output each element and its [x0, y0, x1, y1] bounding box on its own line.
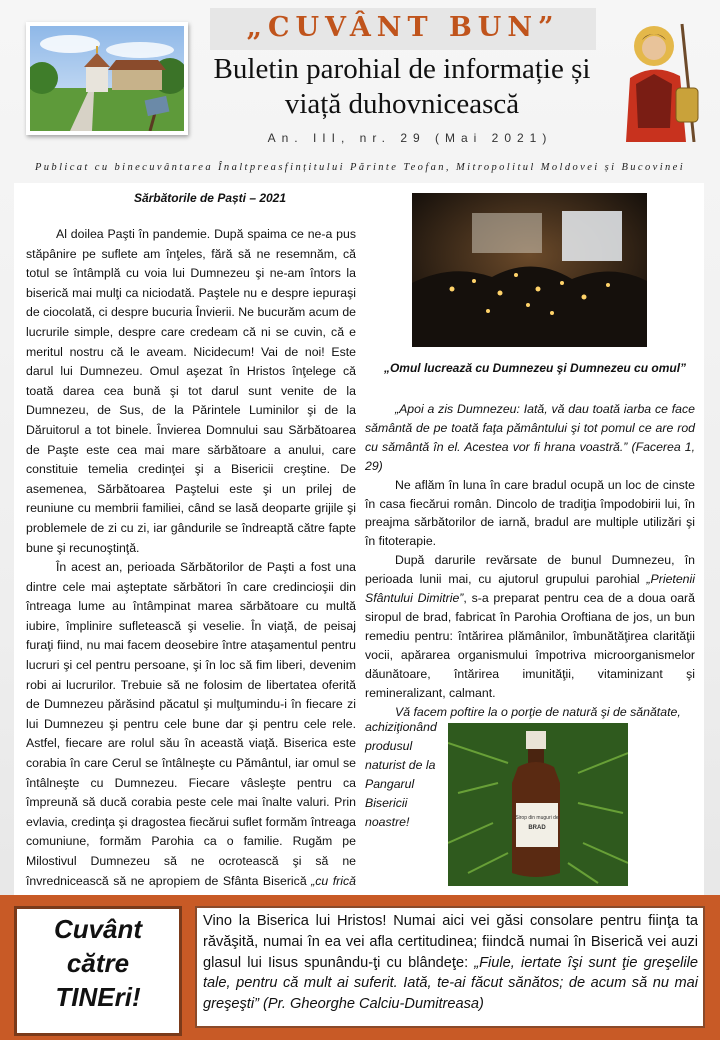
right-paragraph-2-b: , s-a preparat pentru cea de a doua oară siropul de brad, fabricat în Parohia Oroftiana de jos, un bun remediu pentru: întărirea plămânilor, îmbunătăţirea clarităţii vocii, apărarea organismului împotriva microorganismelor dăunătoare, întărirea imunităţii, vitaminizant şi remineralizant, calmant.	[365, 591, 695, 700]
youth-message-text: Vino la Biserica lui Hristos! Numai aici vei găsi consolare pentru fiinţa ta răvăşită, numai în ea vei afla certitudinea; fiindcă numai în Biserică vei auzi glasul lui Iisus spunându-ţi cu blândeţe:	[203, 913, 698, 971]
youth-message	[203, 911, 698, 1015]
parish-group-name: „Prietenii Sfântului Dimitrie”	[365, 572, 695, 606]
masthead-title: „CUVÂNT BUN”	[246, 12, 560, 43]
article-paragraph-1: Al doilea Paşti în pandemie. După spaima ce ne-a pus stăpânire pe suflete am înţeles, fără să ne resemnăm, că totul se întâmplă cu voia lui Dumnezeu şi ne-am întors la biserică mai mulţi ca niciodată. Paştele nu e despre iepuraşi de ciocolată, ci despre bucuria Învierii. Ne bucurăm acum de lucrurile simple, despre care credeam că ni se cuvin, că e meritul nostru că le aveam. Nicidecum! Vai de noi! Este darul lui Dumnezeu. Omul aşezat în Hristos înţelege că toată darea cea bună şi tot darul sunt venite de la Dumnezeu, de Sus, de la Părintele Luminilor şi de la Dăruitorul a tot binele. Învierea Domnului sau Sărbătoarea de Paşte este cea mai mare sărbătoare a anului, care constituie temelia credinţei şi a Bisericii creştine. De asemenea, Sărbătoarea Paştelui este şi un prilej de reuniune cu membrii familiei, când se lasă deoparte grijile şi problemele de zi cu zi, iar gândurile se îndreaptă către fapte bune şi recunoştinţă.	[26, 227, 356, 555]
syrup-bottle-photo	[448, 723, 628, 886]
right-article	[365, 400, 695, 721]
right-paragraph-1: Ne aflăm în luna în care bradul ocupă un loc de cinste în casa fiecărui român. Dincolo de tradiţia împodobirii lui, în preajma sărbătorilor de iarnă, bradul are multiple utilizări şi în fitoterapie.	[365, 477, 695, 549]
photo-caption: „Omul lucrează cu Dumnezeu şi Dumnezeu cu omul”	[383, 361, 687, 375]
svg-text:BRAD: BRAD	[528, 825, 546, 831]
article-paragraph-2	[26, 558, 356, 911]
youth-heading-line-3: TINEri!	[55, 982, 141, 1012]
article-paragraph-2-quote: „cu frică	[311, 873, 356, 888]
dedication-line: Publicat cu binecuvântarea Înaltpreasfințitului Părinte Teofan, Mitropolitul Moldovei și Bucovinei	[34, 162, 686, 173]
issue-number: An. III, nr. 29 (Mai 2021)	[267, 131, 553, 145]
left-article	[26, 225, 356, 911]
church-photo	[26, 22, 188, 135]
purchase-note: achiziţionând produsul naturist de la Pangarul Bisericii noastre!	[365, 720, 437, 829]
saint-icon	[610, 18, 702, 142]
article-paragraph-2-text: În acest an, perioada Sărbătorilor de Paşti a fost una dintre cele mai aşteptate sărbători în care credincioşii din întreaga lume au întâmpinat marea sărbătoare cu multă iubire, împlinire sufletească şi veselie. În viaţă, de peisaj furaţi fiind, nu mai facem deosebire între ataşamentul pentru lucruri şi cel pentru persoane, şi în loc să fim liberi, devenim robi ai lucrurilor. Trebuie să ne folosim de libertatea oferită de Dumnezeu părăsind păcatul şi mulţumindu-i în fiecare zi lui Dumnezeu şi pentru cele bune dar şi pentru cele rele. Astfel, fiecare are rolul său în această viaţă. Biserica este corabia în care Cerul se întâlneşte cu Pământul, iar omul se întâlneşte cu Dumnezeu. Fiecare vâsleşte pentru ca împreună să ducă corabia peste cele mai înalte valuri. Prin evlavia, credinţa şi dragostea fiecărui suflet formăm întreaga comuniune, formăm Parohia ca o familie. Rugăm pe Milostivul Dumnezeu să ne ocrotească şi să ne învrednicească să ne apropiem de Sfânta Biserică	[26, 560, 356, 888]
right-paragraph-2-a: După darurile revărsate de bunul Dumnezeu, în perioada lunii mai, cu ajutorul grupului parohial	[365, 553, 695, 587]
svg-text:Sirop din muguri de: Sirop din muguri de	[515, 815, 559, 821]
right-paragraph-2	[365, 551, 695, 702]
youth-heading-line-2: către	[66, 948, 130, 978]
subtitle-line-1: Buletin parohial de informație și	[213, 53, 591, 85]
youth-heading	[14, 912, 182, 1014]
right-paragraph-3: Vă facem poftire la o porţie de natură şi de sănătate,	[395, 704, 681, 719]
scripture-quote: „Apoi a zis Dumnezeu: Iată, vă dau toată iarba ce face sământă de pe toată faţa pământului şi tot pomul ce are rod cu sământă în el. Acestea vor fi hrana voastră.” (Facerea 1, 29)	[365, 402, 695, 473]
candlelight-photo	[412, 193, 647, 347]
article-title: Sărbătorile de Paști – 2021	[133, 191, 287, 205]
youth-message-quote: „Fiule, iertate îşi sunt ţie greşelile tale, pentru că mult ai suferit. Iată, te-ai făcut sănătos; de acum să nu mai greşeşti” (Pr. Gheorghe Calciu-Dumitreasa)	[203, 954, 698, 1013]
subtitle-line-2: viață duhovnicească	[284, 88, 520, 120]
youth-heading-line-1: Cuvânt	[53, 914, 143, 944]
bulletin-subtitle	[196, 52, 608, 122]
